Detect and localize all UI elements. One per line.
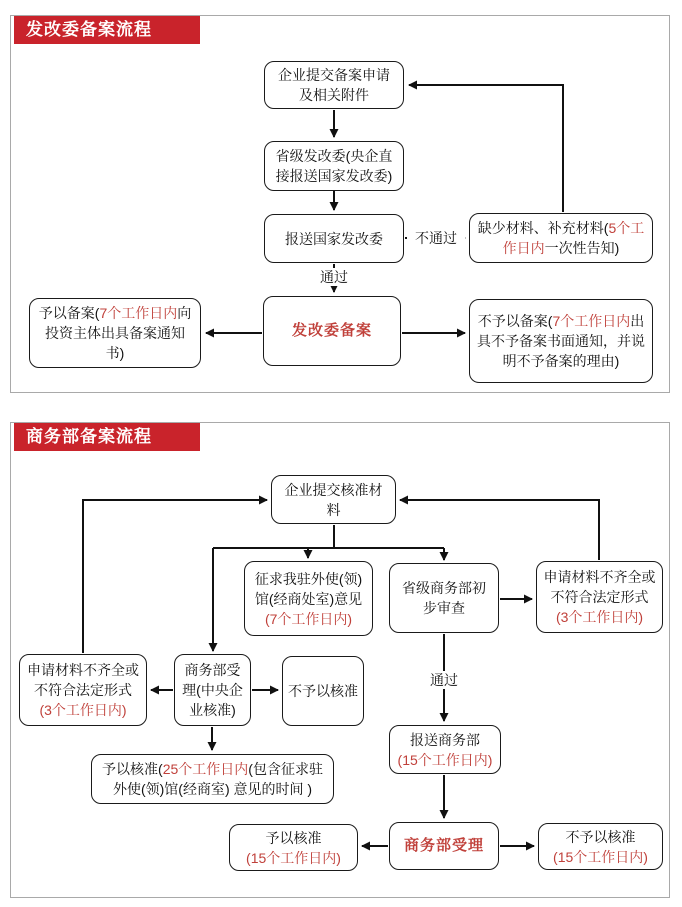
flow-box-incomplete-materials-right <box>536 561 663 633</box>
box-text: 报送国家发改委 <box>285 230 383 247</box>
box-text: 申请材料不齐全或不符合法定形式 (3个工作日内) <box>27 662 139 718</box>
flow-box-submit-filing-application <box>264 61 404 109</box>
box-text: 企业提交备案申请及相关附件 <box>278 67 390 103</box>
mofcom-flowchart-panel <box>10 422 670 898</box>
flow-box-provincial-mofcom-review <box>389 563 499 633</box>
ndrc-flowchart-panel <box>10 15 670 393</box>
flow-box-approved-25-days <box>91 754 334 804</box>
box-text: 不予以备案(7个工作日内出具不予备案书面通知，并说明不予备案的理由) <box>477 313 645 369</box>
box-text: 企业提交核准材料 <box>284 481 383 518</box>
flow-box-report-mofcom <box>389 725 501 774</box>
flow-box-rejected-15-days <box>538 823 663 870</box>
flow-box-mofcom-acceptance-result <box>389 822 499 870</box>
box-text: 商务部受理(中央企业核准) <box>182 662 243 718</box>
edge-label-pass: 通过 <box>314 268 354 286</box>
flow-box-filing-approved <box>29 298 201 368</box>
flow-box-consult-embassy <box>244 561 373 636</box>
box-text: 申请材料不齐全或不符合法定形式 (3个工作日内) <box>543 569 656 625</box>
box-text: 予以核准 (15个工作日内) <box>246 829 341 866</box>
flow-box-approved-15-days <box>229 824 358 871</box>
flow-box-not-approved <box>282 656 364 726</box>
box-text: 省级商务部初步审查 <box>402 580 486 616</box>
mofcom-panel-title: 商务部备案流程 <box>14 423 200 451</box>
edge-label-fail: 不通过 <box>407 229 465 247</box>
flow-box-mofcom-central-acceptance <box>174 654 251 726</box>
flow-box-missing-materials <box>469 213 653 263</box>
flow-box-report-national-ndrc <box>264 214 404 263</box>
box-text: 不予以核准 (15个工作日内) <box>553 828 648 865</box>
flow-box-incomplete-materials-left <box>19 654 147 726</box>
flow-box-ndrc-filing-result <box>263 296 401 366</box>
box-text: 省级发改委(央企直接报送国家发改委) <box>275 148 393 184</box>
flow-box-submit-approval-materials <box>271 475 396 524</box>
ndrc-panel-title: 发改委备案流程 <box>14 16 200 44</box>
box-text: 缺少材料、补充材料(5个工作日内一次性告知) <box>477 220 645 256</box>
box-text: 发改委备案 <box>291 322 372 339</box>
flow-box-provincial-ndrc <box>264 141 404 191</box>
box-text: 予以备案(7个工作日内向投资主体出具备案通知书) <box>38 305 192 361</box>
flow-box-filing-rejected <box>469 299 653 383</box>
box-text: 报送商务部 (15个工作日内) <box>397 731 493 768</box>
box-text: 不予以核准 <box>288 683 358 699</box>
box-text: 予以核准(25个工作日内(包含征求驻外使(领)馆(经商室) 意见的时间 ) <box>102 761 323 797</box>
box-text: 征求我驻外使(领)馆(经商处室)意见 (7个工作日内) <box>254 570 363 627</box>
box-text: 商务部受理 <box>403 837 484 854</box>
edge-label-pass: 通过 <box>424 671 464 689</box>
